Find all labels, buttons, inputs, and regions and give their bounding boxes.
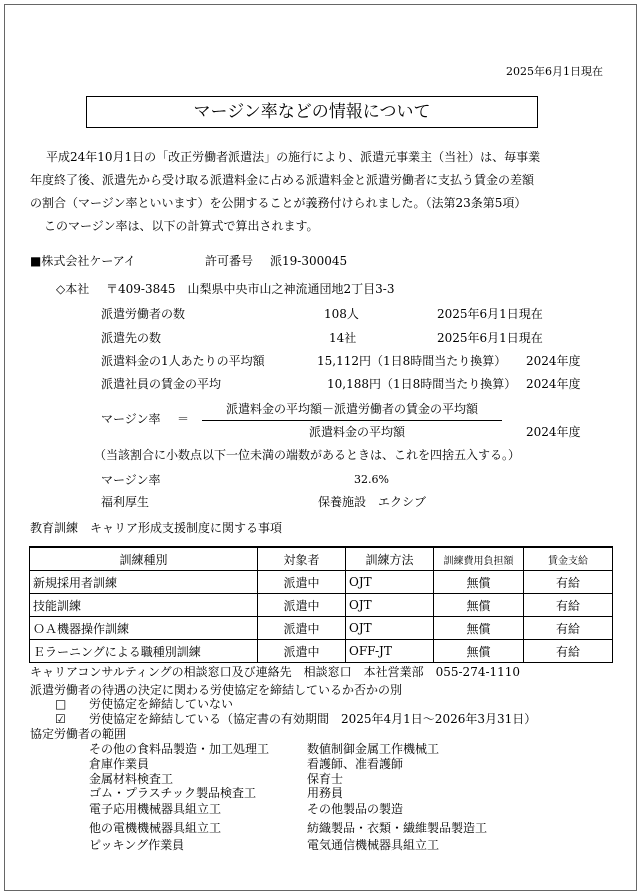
formula-label: マージン率 [101, 412, 161, 426]
cell-cost: 無償 [434, 571, 524, 594]
scope-right-item: 電気通信機械器具組立工 [307, 838, 440, 852]
permit-label: 許可番号 [205, 254, 254, 268]
welfare-label: 福利厚生 [101, 495, 150, 509]
table-row [30, 640, 613, 663]
table-row [30, 617, 613, 640]
col-header-target: 対象者 [258, 547, 346, 571]
stat-note: 2025年6月1日現在 [437, 331, 543, 345]
cell-method: OJT [346, 617, 434, 640]
cell-type: 技能訓練 [30, 594, 258, 617]
cell-target: 派遣中 [258, 571, 346, 594]
cell-target: 派遣中 [258, 640, 346, 663]
intro-line-3: の割合（マージン率といいます）を公開することが義務付けられました。（法第23条第5項） [30, 196, 527, 210]
agreement-heading: 派遣労働者の待遇の決定に関わる労使協定を締結しているか否かの別 [30, 683, 403, 697]
margin-label: マージン率 [101, 473, 161, 487]
scope-left-item: 他の電機機械器具組立工 [89, 821, 222, 835]
formula-denominator: 派遣料金の平均額 [309, 425, 406, 439]
office-address: 〒409-3845 山梨県中央市山之神流通団地2丁目3-3 [106, 282, 395, 296]
scope-left-item: ゴム・プラスチック製品検査工 [89, 786, 257, 800]
office-label: ◇本社 [56, 282, 90, 296]
stat-value: 108人 [324, 307, 359, 321]
scope-left-item: 倉庫作業員 [89, 757, 150, 771]
col-header-cost: 訓練費用負担額 [434, 547, 524, 571]
scope-right-item: 用務員 [307, 786, 344, 800]
stat-note: 2024年度 [526, 377, 581, 391]
cell-type: ＯＡ機器操作訓練 [30, 617, 258, 640]
stat-value: 14社 [329, 331, 357, 345]
scope-left-item: ピッキング作業員 [89, 838, 185, 852]
rounding-note: （当該割合に小数点以下一位未満の端数があるときは、これを四捨五入する。） [94, 448, 521, 462]
cell-wage: 有給 [524, 640, 613, 663]
scope-right-item: 数値制御金属工作機械工 [307, 742, 440, 756]
stat-value: 10,188円（1日8時間当たり換算） [327, 377, 517, 391]
stat-label: 派遣先の数 [101, 331, 162, 345]
cell-cost: 無償 [434, 617, 524, 640]
cell-cost: 無償 [434, 640, 524, 663]
formula-numerator: 派遣料金の平均額－派遣労働者の賃金の平均額 [226, 402, 479, 416]
stat-note: 2025年6月1日現在 [437, 307, 543, 321]
cell-target: 派遣中 [258, 594, 346, 617]
fraction-bar [202, 420, 502, 421]
stat-label: 派遣労働者の数 [101, 307, 186, 321]
scope-left-item: その他の食料品製造・加工処理工 [89, 742, 270, 756]
cell-wage: 有給 [524, 594, 613, 617]
page-title: マージン率などの情報について [86, 96, 538, 128]
scope-right-item: 保育士 [307, 772, 344, 786]
scope-left-item: 金属材料検査工 [89, 772, 174, 786]
scope-heading: 協定労働者の範囲 [30, 727, 127, 741]
intro-line-1: 平成24年10月1日の「改正労働者派遣法」の施行により、派遣元事業主（当社）は、毎事業 [46, 150, 541, 164]
agreement-option-2: 労使協定を締結している（協定書の有効期間 2025年4月1日～2026年3月31日） [89, 712, 537, 726]
checkbox-unchecked: □ [55, 697, 67, 711]
stat-value: 15,112円（1日8時間当たり換算） [317, 354, 507, 368]
stat-label: 派遣料金の1人あたりの平均額 [101, 354, 265, 368]
cell-cost: 無償 [434, 594, 524, 617]
table-header-row [30, 547, 613, 571]
col-header-type: 訓練種別 [30, 547, 258, 571]
cell-method: OJT [346, 571, 434, 594]
stat-label: 派遣社員の賃金の平均 [101, 377, 222, 391]
intro-line-4: このマージン率は、以下の計算式で算出されます。 [44, 219, 319, 233]
agreement-option-1: 労使協定を締結していない [89, 697, 234, 711]
cell-type: 新規採用者訓練 [30, 571, 258, 594]
col-header-wage: 賃金支給 [524, 547, 613, 571]
cell-wage: 有給 [524, 617, 613, 640]
checkbox-checked: ☑ [55, 712, 66, 726]
cell-target: 派遣中 [258, 617, 346, 640]
intro-line-2: 年度終了後、派遣先から受け取る派遣料金に占める派遣料金と派遣労働者に支払う賃金の差額 [30, 173, 535, 187]
table-row [30, 594, 613, 617]
training-table [29, 546, 613, 663]
scope-right-item: その他製品の製造 [307, 802, 404, 816]
permit-number: 派19-300045 [270, 254, 348, 268]
welfare-value: 保養施設 エクシブ [318, 495, 427, 509]
table-row [30, 571, 613, 594]
consult-contact: キャリアコンサルティングの相談窓口及び連絡先 相談窓口 本社営業部 055-274-1110 [30, 665, 521, 679]
scope-right-item: 看護師、准看護師 [307, 757, 404, 771]
margin-value: 32.6% [354, 473, 389, 486]
cell-method: OFF-JT [346, 640, 434, 663]
training-heading: 教育訓練 キャリア形成支援制度に関する事項 [30, 521, 283, 535]
company-name: ■株式会社ケーアイ [30, 254, 136, 268]
scope-right-item: 紡織製品・衣類・繊維製品製造工 [307, 821, 488, 835]
cell-type: Ｅラーニングによる職種別訓練 [30, 640, 258, 663]
formula-equals: ＝ [177, 412, 190, 426]
cell-wage: 有給 [524, 571, 613, 594]
date-stamp: 2025年6月1日現在 [506, 65, 603, 78]
formula-note: 2024年度 [526, 425, 581, 439]
scope-left-item: 電子応用機械器具組立工 [89, 802, 222, 816]
cell-method: OJT [346, 594, 434, 617]
stat-note: 2024年度 [526, 354, 581, 368]
col-header-method: 訓練方法 [346, 547, 434, 571]
